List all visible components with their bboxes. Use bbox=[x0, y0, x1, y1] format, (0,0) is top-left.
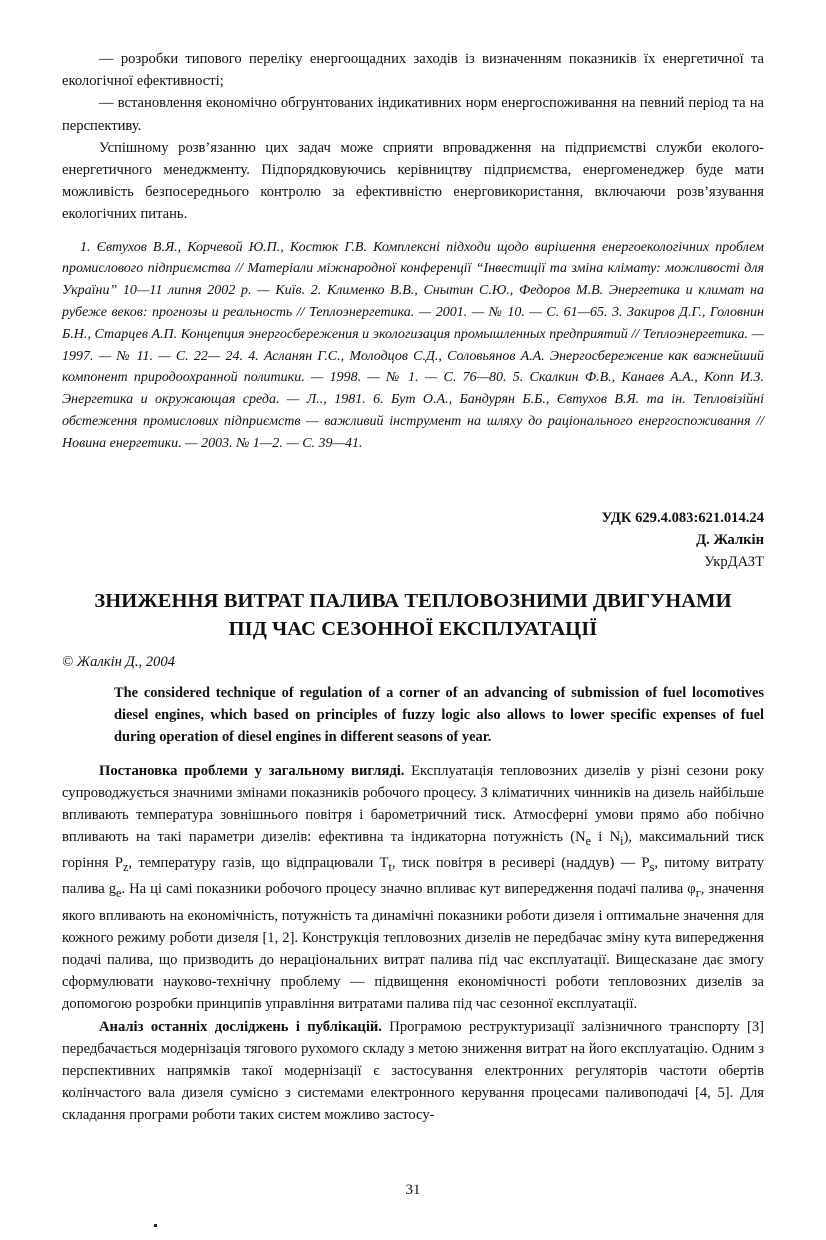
problem-paragraph: Постановка проблеми у загальному вигляді. Експлуатація тепловозних дизелів у різні сезони року супроводжується значними змінами показників робочого процесу. З кліматичних чинників на дизель найбільше впливають температура зовнішнього повітря і барометричний тиск. Атмосферні умови прямо або побічно впливають на такі параметри дизелів: ефективна та індикаторна потужність ($N_e$ і $N_i$), максимальний тиск горіння $P_z$, температуру газів, що відпрацювали $T_t$, тиск повітря в ресивері (наддув) — $P_s$, питому витрату палива $g_e$. На ці самі показники робочого процесу значно впливає кут випередження подачі палива $\varphi_г$, значення якого впливають на економічність, потужність та динамічні показники роботи дизеля і оптимальне значення для кожного режиму роботи дизеля [1, 2]. Конструкція тепловозних дизелів не передбачає зміну кута випередження подачі палива, що призводить до нераціональних витрат палива під час експлуатації. Вищесказане дає змогу сформулювати науково-технічну проблему — підвищення економічності роботи тепловозних дизелів за допомогою розробки принципів управління витратами палива під час сезонної експлуатації. bbox=[62, 762, 765, 1013]
author-name: Д. Жалкін bbox=[696, 531, 764, 548]
scan-mark bbox=[154, 1224, 157, 1227]
analysis-paragraph: Аналіз останніх досліджень і публікацій. Програмою реструктуризації залізничного транспорту [3] передбачається модернізація тягового рухомого складу з метою зниження витрат на його експлуатацію. Одним з перспективних напрямків такої модернізації є застосування електронних регуляторів частоти обертів колінчастого вала дизеля сумісно з системами електронного керування процесами паливоподачі [4, 5]. Для складання програми роботи таких систем можливо застосу- bbox=[62, 1018, 764, 1124]
page-number: 31 bbox=[405, 1182, 421, 1198]
article-title-line-2: ПІД ЧАС СЕЗОННОЇ ЕКСПЛУАТАЦІЇ bbox=[228, 617, 598, 640]
author-affiliation: УкрДАЗТ bbox=[704, 553, 764, 570]
article-title bbox=[62, 587, 764, 643]
reference-list: 1. Євтухов В.Я., Корчевой Ю.П., Костюк Г.В. Комплексні підходи щодо вирішення енергоекологічних проблем промислового підприємства // Матеріали міжнародної конференції “Інвестиції та зміна клімату: можливості для України” 10—11 липня 2002 р. — Київ. 2. Клименко В.В., Снытин С.Ю., Федоров М.В. Энергетика и климат на рубеже веков: прогнозы и реальность // Теплоэнергетика. — 2001. — № 10. — С. 61—65. 3. Закиров Д.Г., Головнин Б.Н., Старцев А.П. Концепция энергосбережения и экологизация промышленных предприятий // Теплоэнергетика. — 1997. — № 11. — С. 22— 24. 4. Асланян Г.С., Молодцов С.Д., Соловьянов А.А. Энергосбережение как важнейший компонент природоохранной политики. — 1998. — № 1. — С. 76—80. 5. Скалкин Ф.В., Канаев А.А., Копп И.З. Энергетика и окружающая среда. — Л.., 1981. 6. Бут О.А., Бандурян Б.Б., Євтухов В.Я. та ін. Тепловізійні обстеження промислових підприємств — важливий інструмент на шляху до раціонального енергоспоживання // Новина енергетики. — 2003. № 1—2. — С. 39—41. bbox=[62, 239, 764, 451]
section-heading: Постановка проблеми у загальному вигляді. bbox=[99, 762, 405, 779]
article-title-line-1: ЗНИЖЕННЯ ВИТРАТ ПАЛИВА ТЕПЛОВОЗНИМИ ДВИГУНАМИ bbox=[94, 589, 732, 612]
abstract: The considered technique of regulation of a corner of an advancing of submission of fuel locomotives diesel engines, which based on principles of fuzzy logic also allows to lower specific expenses of fuel during operation of diesel engines in different seasons of year. bbox=[114, 684, 764, 745]
conclusion-paragraph: Успішному розв’язанню цих задач може сприяти впровадження на підприємстві служби еколого-енергетичного менеджменту. Підпорядковуючись керівництву підприємства, енергоменеджер буде мати можливість безпосереднього контролю за ефективністю енерговикористання, включаючи розв’язування екологічних питань. bbox=[62, 139, 764, 223]
document-page bbox=[62, 48, 764, 1127]
copyright-line: © Жалкін Д., 2004 bbox=[62, 653, 175, 670]
udc-code: УДК 629.4.083:621.014.24 bbox=[601, 509, 764, 526]
bullet-item: — розробки типового переліку енергоощадних заходів із визначенням показників їх енергетичної та екологічної ефективності; bbox=[62, 51, 764, 90]
bullet-item: — встановлення економічно обгрунтованих індикативних норм енергоспоживання на певний період та на перспективу. bbox=[62, 95, 764, 134]
section-heading: Аналіз останніх досліджень і публікацій. bbox=[99, 1018, 382, 1035]
